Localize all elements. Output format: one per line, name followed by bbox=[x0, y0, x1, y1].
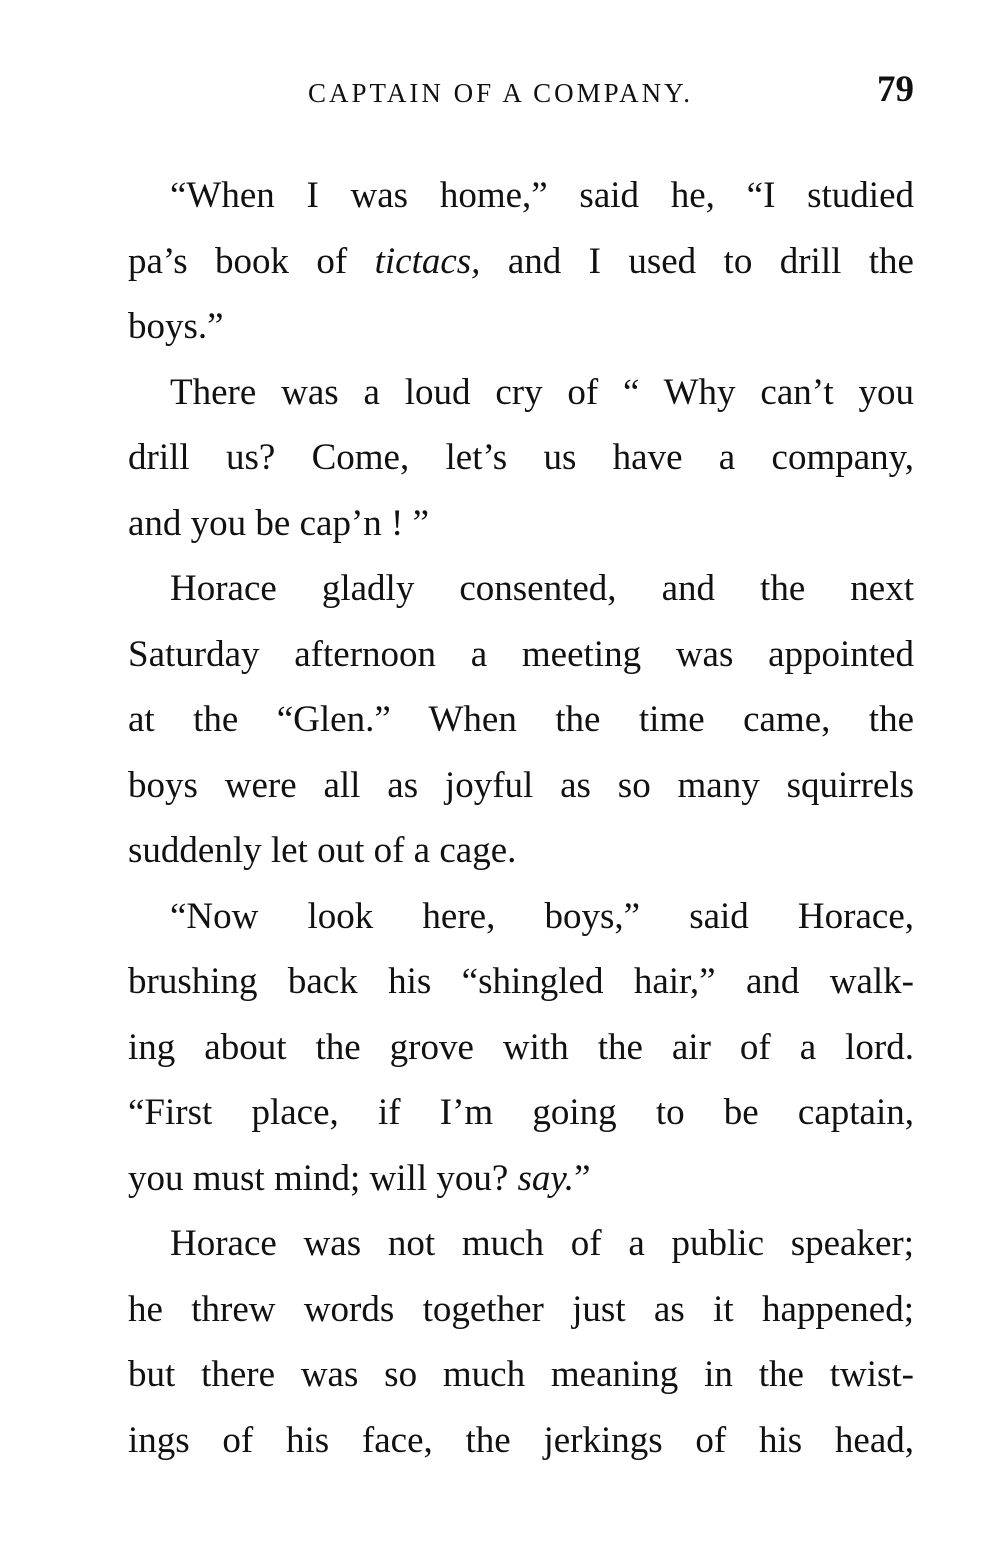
page-number: 79 bbox=[877, 69, 914, 110]
text-run: “First place, if I’m going to be captain, bbox=[128, 1092, 914, 1133]
text-line bbox=[128, 1211, 914, 1277]
text-run: Horace was not much of a public speaker; bbox=[170, 1223, 914, 1264]
text-line bbox=[128, 294, 914, 360]
text-run: at the “Glen.” When the time came, the bbox=[128, 699, 914, 740]
text-line bbox=[128, 1342, 914, 1408]
text-run: pa’s book of bbox=[128, 240, 375, 282]
text-run: boys were all as joyful as so many squirrels bbox=[128, 764, 914, 806]
text-run: “When I was home,” said he, “I studied bbox=[170, 175, 914, 216]
text-line bbox=[128, 884, 914, 950]
text-run: ing about the grove with the air of a lord. bbox=[128, 1026, 914, 1068]
text-run: brushing back his “shingled hair,” and walk- bbox=[128, 961, 914, 1002]
text-line bbox=[128, 818, 914, 884]
text-line bbox=[128, 1080, 914, 1146]
text-run: ” bbox=[574, 1157, 591, 1199]
text-run: Horace gladly consented, and the next bbox=[170, 568, 914, 609]
text-line bbox=[128, 425, 914, 491]
text-line bbox=[128, 163, 914, 229]
text-line bbox=[128, 1277, 914, 1343]
text-run: ings of his face, the jerkings of his head, bbox=[128, 1419, 914, 1461]
text-line bbox=[128, 687, 914, 753]
text-line bbox=[128, 1015, 914, 1081]
italic-text: say. bbox=[517, 1157, 575, 1199]
text-line bbox=[128, 949, 914, 1015]
text-run: and I used to drill the bbox=[480, 240, 914, 282]
text-run: There was a loud cry of “ Why can’t you bbox=[170, 371, 914, 413]
text-line bbox=[128, 229, 914, 295]
text-run: drill us? Come, let’s us have a company, bbox=[128, 437, 914, 478]
text-run: Saturday afternoon a meeting was appointed bbox=[128, 633, 914, 675]
italic-text: tictacs, bbox=[374, 240, 481, 282]
running-title: CAPTAIN OF A COMPANY. bbox=[308, 78, 693, 108]
text-run: and you be cap’n ! ” bbox=[128, 502, 430, 544]
text-run: you must mind; will you? bbox=[128, 1157, 518, 1199]
text-line bbox=[128, 622, 914, 688]
text-line bbox=[128, 1408, 914, 1474]
text-line bbox=[128, 1146, 914, 1212]
text-run: suddenly let out of a cage. bbox=[128, 830, 517, 871]
text-line bbox=[128, 360, 914, 426]
text-run: but there was so much meaning in the twist- bbox=[128, 1354, 914, 1395]
text-line bbox=[128, 753, 914, 819]
text-line bbox=[128, 491, 914, 557]
text-run: “Now look here, boys,” said Horace, bbox=[170, 895, 914, 937]
body-text bbox=[128, 163, 914, 1473]
text-run: boys.” bbox=[128, 306, 224, 347]
text-run: he threw words together just as it happened; bbox=[128, 1288, 914, 1330]
text-line bbox=[128, 556, 914, 622]
running-head bbox=[128, 68, 914, 112]
